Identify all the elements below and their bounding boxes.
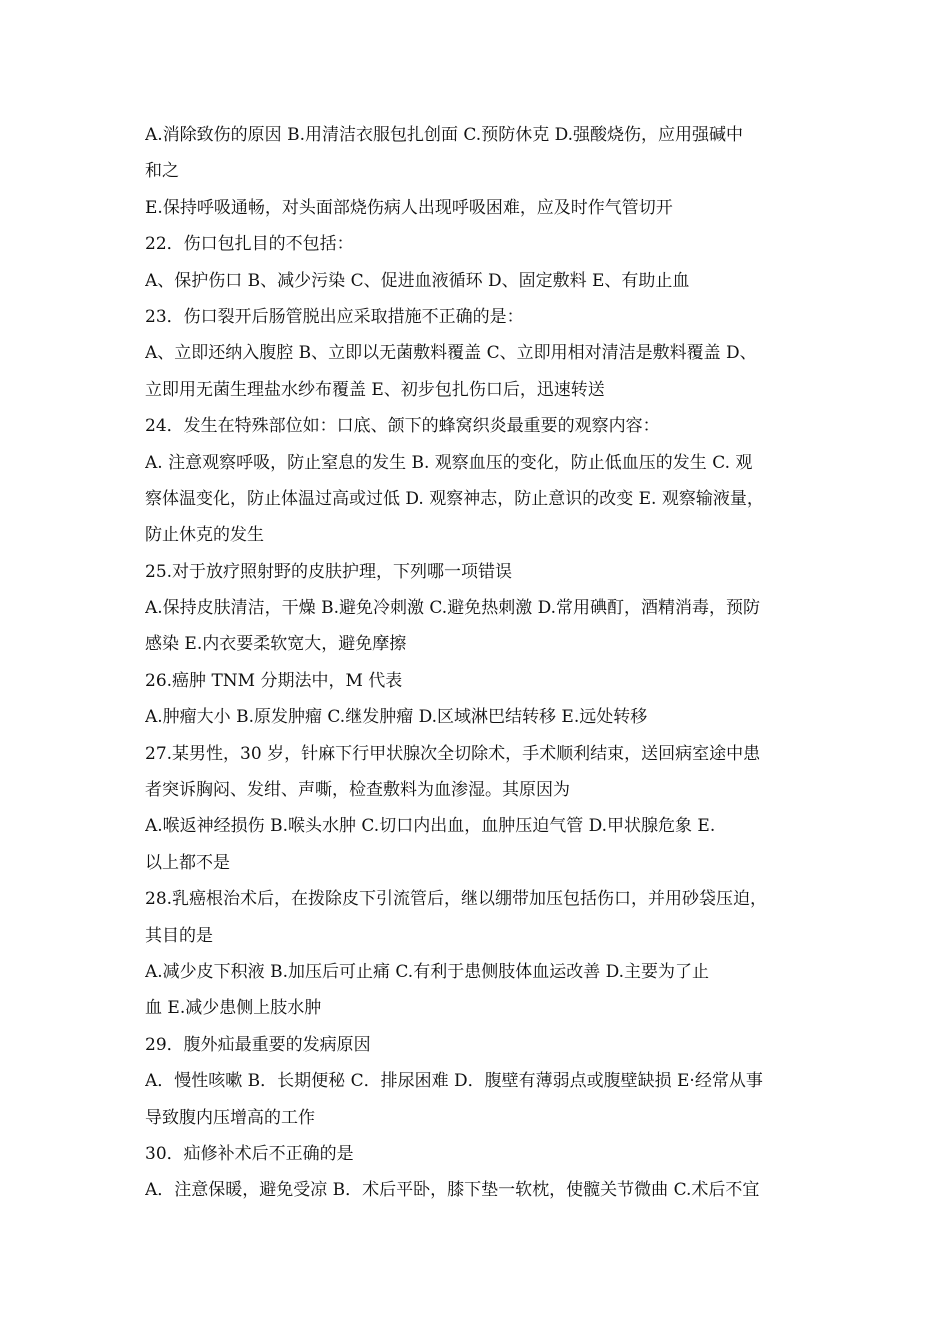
text-line: E.保持呼吸通畅，对头面部烧伤病人出现呼吸困难，应及时作气管切开 (145, 197, 673, 218)
question-25-options: A.保持皮肤清洁，干燥 B.避免冷刺激 C.避免热刺激 D.常用碘酊，酒精消毒，预防 (145, 598, 761, 619)
question-28-stem-cont: 其目的是 (145, 925, 213, 946)
question-29-options: A．慢性咳嗽 B．长期便秘 C．排尿困难 D．腹壁有薄弱点或腹壁缺损 E·经常从事 (145, 1071, 763, 1092)
question-25-stem: 25.对于放疗照射野的皮肤护理，下列哪一项错误 (145, 561, 513, 582)
question-30-stem: 30．疝修补术后不正确的是 (145, 1143, 354, 1164)
question-28-stem: 28.乳癌根治术后，在拨除皮下引流管后，继以绷带加压包括伤口，并用砂袋压迫， (145, 889, 768, 910)
question-22-options: A、保护伤口 B、减少污染 C、促进血液循环 D、固定敷料 E、有助止血 (145, 270, 690, 291)
question-27-stem-cont: 者突诉胸闷、发绀、声嘶，检查敷料为血渗湿。其原因为 (145, 780, 570, 801)
question-29-stem: 29．腹外疝最重要的发病原因 (145, 1034, 371, 1055)
question-23-options-cont: 立即用无菌生理盐水纱布覆盖 E、初步包扎伤口后，迅速转送 (145, 379, 605, 400)
text-line: 和之 (145, 161, 179, 182)
question-27-stem: 27.某男性，30 岁，针麻下行甲状腺次全切除术，手术顺利结束，送回病室途中患 (145, 743, 761, 764)
question-27-options-cont: 以上都不是 (145, 852, 230, 873)
question-26-stem: 26.癌肿 TNM 分期法中，M 代表 (145, 670, 403, 691)
question-28-options: A.减少皮下积液 B.加压后可止痛 C.有利于患侧肢体血运改善 D.主要为了止 (145, 961, 710, 982)
question-24-stem: 24．发生在特殊部位如：口底、颌下的蜂窝织炎最重要的观察内容： (145, 416, 660, 437)
question-23-stem: 23．伤口裂开后肠管脱出应采取措施不正确的是： (145, 306, 524, 327)
question-30-options: A．注意保暖，避免受凉 B．术后平卧，膝下垫一软枕，使髋关节微曲 C.术后不宜 (145, 1180, 760, 1201)
question-29-options-cont: 导致腹内压增高的工作 (145, 1107, 315, 1128)
question-28-options-cont: 血 E.减少患侧上肢水肿 (145, 998, 322, 1019)
document-body (145, 117, 813, 1209)
text-line: A.消除致伤的原因 B.用清洁衣服包扎创面 C.预防休克 D.强酸烧伤，应用强碱中 (145, 125, 744, 145)
question-25-options-cont: 感染 E.内衣要柔软宽大，避免摩擦 (145, 634, 407, 655)
question-22-stem: 22．伤口包扎目的不包括： (145, 234, 354, 255)
question-24-options-cont: 察体温变化，防止体温过高或过低 D. 观察神志，防止意识的改变 E. 观察输液量， (145, 488, 764, 509)
question-26-options: A.肿瘤大小 B.原发肿瘤 C.继发肿瘤 D.区域淋巴结转移 E.远处转移 (145, 707, 648, 728)
question-24-options: A. 注意观察呼吸，防止窒息的发生 B. 观察血压的变化，防止低血压的发生 C. 观 (145, 452, 753, 473)
question-27-options: A.喉返神经损伤 B.喉头水肿 C.切口内出血，血肿压迫气管 D.甲状腺危象 E. (145, 816, 716, 837)
question-23-options: A、立即还纳入腹腔 B、立即以无菌敷料覆盖 C、立即用相对清洁是敷料覆盖 D、 (145, 343, 757, 364)
question-24-options-cont: 防止休克的发生 (145, 525, 264, 546)
